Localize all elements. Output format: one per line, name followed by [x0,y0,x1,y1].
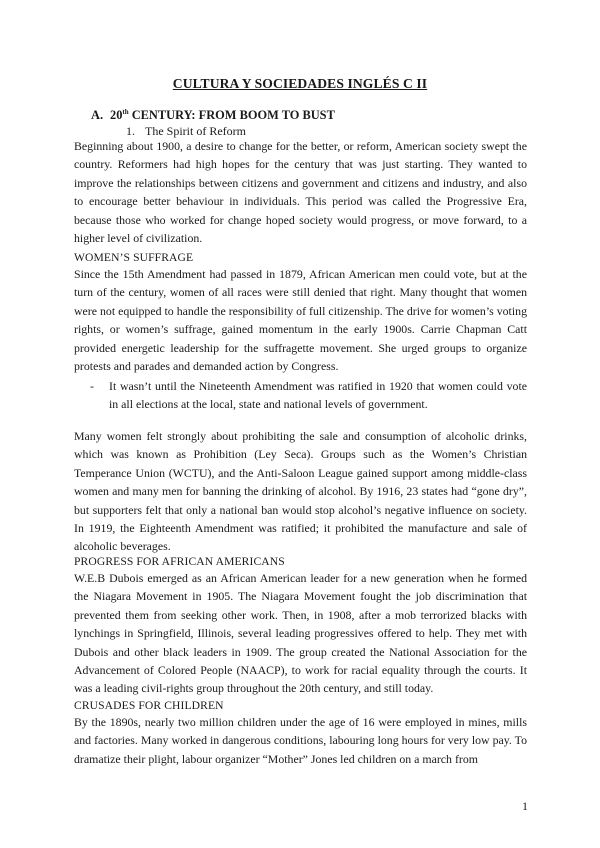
document-title: CULTURA Y SOCIEDADES INGLÉS C II [172,76,428,91]
bullet-item [90,377,527,414]
womens-suffrage-heading: WOMEN’S SUFFRAGE [74,251,194,264]
subsection-label: The Spirit of Reform [145,124,246,138]
section-superscript: th [122,108,129,116]
section-title: CENTURY: FROM BOOM TO BUST [128,108,335,122]
bullet-text: It wasn’t until the Nineteenth Amendment was ratified in 1920 that women could vote in all elections at the local, state and national levels of government. [109,379,527,412]
subsection-number: 1. [126,124,135,138]
page-number: 1 [522,799,528,813]
african-americans-paragraph: W.E.B Dubois emerged as an African American leader for a new generation when he formed the Niagara Movement in 1905. The Niagara Movement fought the job discrimination that prevented them from seeking other work. Then, in 1908, after a mob terrorized blacks with lynchings in Springfield, Illinois, several leading progressives offered to help. They met with Dubois and other black leaders in 1909. The group created the National Association for the Advancement of Colored People (NAACP), to work for racial equality through the courts. It was a leading civil-rights group throughout the 20th century, and still today. [74,571,527,696]
prohibition-paragraph: Many women felt strongly about prohibiting the sale and consumption of alcoholic drinks, which was known as Prohibition (Ley Seca). Groups such as the Women’s Christian Temperance Union (WCTU), and the Anti-Saloon League gained support among middle-class women and many men for banning the drinking of alcohol. By 1916, 23 states had “gone dry”, but supporters felt that only a national ban would stop alcohol’s negative influence on society. In 1919, the Eighteenth Amendment was ratified; it prohibited the manufacture and sale of alcoholic beverages. [74,429,527,554]
children-heading: CRUSADES FOR CHILDREN [74,699,224,712]
children-paragraph: By the 1890s, nearly two million children under the age of 16 were employed in mines, mills and factories. Many worked in dangerous conditions, labouring long hours for very low pay. To dramatize their plight, labour organizer “Mother” Jones led children on a march from [74,715,527,766]
section-heading [91,108,335,123]
section-letter: A. [91,108,104,122]
african-americans-heading: PROGRESS FOR AFRICAN AMERICANS [74,555,285,568]
intro-paragraph: Beginning about 1900, a desire to change for the better, or reform, American society swept the country. Reformers had high hopes for the century that was just starting. They wanted to improve the relationships between citizens and government and citizens and industry, and also to encourage better behaviour in individuals. This period was called the Progressive Era, because those who worked for change hoped society would progress, or move forward, to a higher level of civilization. [74,139,527,246]
section-number: 20 [110,108,123,122]
womens-suffrage-paragraph: Since the 15th Amendment had passed in 1879, African American men could vote, but at the turn of the century, women of all races were still denied that right. Many thought that women were not equipped to handle the responsibility of full citizenship. The drive for women’s voting rights, or women’s suffrage, gained momentum in the early 1900s. Carrie Chapman Catt provided energetic leadership for the suffragette movement. She urged groups to organize protests and parades and demanded action by Congress. [74,267,527,374]
bullet-dash: - [90,379,94,393]
